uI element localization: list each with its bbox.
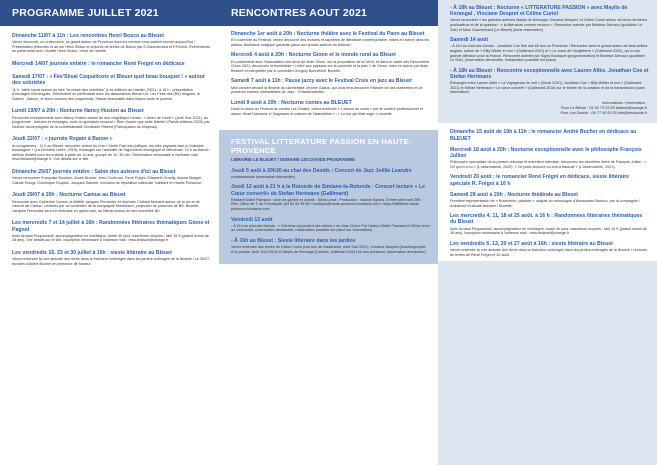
event-title: Jeudi 12 août à 21 h à la Rotonde de Simiane-la-Rotonde : Concert lecture « Le Cœur converti» de Stefan Hertmans (Gallimard): [231, 184, 425, 197]
july-events: [0, 33, 219, 266]
late-august-events: [438, 123, 657, 261]
event-title: Samedi 7 août à 11h : Pause jazzy avec le Festival Cruis en jazz au Bleuet: [231, 78, 412, 85]
event-title: Mercredi 18 août à 20h : Nocturne exceptionnelle avec le philosophe François Jullien: [450, 146, 642, 159]
festival-continued-events: [438, 5, 657, 95]
event-title: Dimanche 11/07 à 11h : Les rencontres Henri Bosco au Bleuet: [12, 33, 164, 39]
event-description: Rencontre avec Catherine Camus, la fidélité Jacques Ferrandez et l'écrivain Chibaut Mohand autour de la vie et de l'œuvre de Camus. Lectures par un comédien de la compagnie Maubisson, projection de planches de BD. Buvette. Jacques Ferrandez sera en dédicace en après-midi, au Bleuet autour de ses nouvelles BD.: [12, 199, 200, 213]
event-description: Venez rencontrer « les grandes autrices Maylis de Kerangal, Vinciane Despret, et Céline Curiol autour de leurs dernières publications et de la question : « la littérature comme recours ». Rencontre animée par Béatrice Delvaux (quotidien Le Soir) et Marc Gauchenand (Le Bleuet) (sans réservation): [450, 18, 647, 32]
event-description: Venez rencontrer Françoise Bourdon, André Bucher, Jean Contrucci, René Frégni, Élisabeth Groelly, Alyssa Morgan, Claude Hougs, Dominique Roques, Jacques Salomé, écrivains de réputation nationale, habitant en Haute-Provence.: [12, 176, 203, 185]
contact-label: Informations / réservation :: [602, 100, 647, 105]
festival-box: [219, 130, 438, 264]
event-title: Dimanche 1er août à 20h : Nocturne théâtre avec le Festival du Paon au Bleuet: [231, 31, 425, 37]
event-title: Les vendredis 16, 23 et 30 juillet à 16h : sieste littéraire au Bleuet: [12, 249, 172, 256]
july-column: [0, 0, 219, 465]
event-description: Avec Arnaud Poupsonnet, accompagnateur en montagne; durée 4h pour marcheurs moyens ; tarif 15 € (gratuit moins de 18 ans). Voir détails sur le site. Inscription nécessaire à l'adresse mail : resa.leblauet@orange.fr: [12, 233, 209, 243]
august-header: RENCONTRES AOUT 2021: [219, 0, 438, 26]
contact-davids: Pour Les Davids : 06 77 50 59 50 info@lesdavids.fr: [560, 110, 647, 115]
event-description: Récitant Didier Flamand ; viole de gambe et chants : Silvia Lenzi ; Production : Nadine Eghels. Entrée plein tarif 25€ ; Rés. Office de T. de Forcalquier (04 84 54 95 50 / boutique@haute-provence-tourisme.com / https://billetterie.haute-provence-tourisme.com: [231, 197, 423, 211]
event-description: En partenariat avec l'Association des amis de Jean Giono, sur la proposition de la DIXA, et dans le cadre des Rencontres Giono 2021, découvrez la formidable « Lettre aux paysans sur la pauvreté et la paix » de Giono, mise en scène par Alain Bessert et interprétée par le comédien Grégory Bonnefont. Buvette.: [231, 59, 430, 73]
event-title: Samedi 17/07 : « Fée'Stival Coquelicots et Bleuet quel beau bouquet ! » autour des sobriétés: [12, 74, 205, 87]
festival-title: FESTIVAL LITTERATURE PASSION EN HAUTE-PROVENCE: [231, 137, 412, 155]
event-description: Venez découvrir, ou redécouvrir, ce grand auteur de Provence dont les romans nous parlent encore aujourd'hui ! Présentation d'œuvres et de sur Henri Bosco et lectures de textes de Bosco par S.Gauchenand et P.Frichet. Événements en partenariat avec l'Amitié Henri Bosco. Verre de l'amitié.: [12, 40, 210, 54]
event-title: Mercredi 14/07 journée entière : le romancier René Frégni en dédicace: [12, 60, 185, 67]
august-events: [219, 31, 438, 116]
event-title: - À 18h au Bleuet : Nocturne « LITTERATURE PASSION » avec Maylis de Kerangal , Vinciane Despret et Céline Curiol: [450, 5, 628, 18]
event-description: Avec Arnaud Poupsonnet, accompagnateur en montagne; durée 4h pour marcheurs moyens ; tarif 12 € (gratuit moins de 18 ans). Inscription nécessaire à l'adresse mail : resa.leblauet@orange.fr: [450, 226, 647, 236]
contact-bleuet: Pour Le Bleuet : 04 92 73 25 85 lablaue@orange.fr: [561, 105, 647, 110]
event-title: - À 16h au Bleuet : Sieste littéraire dans les jardins: [231, 237, 356, 244]
event-description: Mini concert devant la librairie du clarinettiste Jérôme Gatius, qui vous fera découvrir l'histoire de des clarinettes et de plusieurs maîtres clarinettistes de Jazz... Enfants/adultes.: [231, 85, 423, 95]
event-title: Dimanche 15 août de 10h à 11h : le romancier André Bucher en dédicace au BLEUET: [450, 129, 637, 142]
event-title: Samedi 14 août: [450, 37, 489, 44]
event-title: Mercredi 4 août à 20h : Nocturne Giono et le monde rural au Bleuet: [231, 52, 396, 59]
event-description: Venez entendre la voix amicale des livres dans la fraîcheur ombragée dans les jardins ombragés de la librairie ! Le 30/07, lectures d'André Bucher en présence de l'auteur.: [12, 257, 211, 266]
event-title: Jeudi 29/07 à 20h : Nocturne Camus au Bleuet: [12, 192, 126, 199]
event-description: Au programme : 11 h au Bleuet, rencontre autour du livre « Notre Pain est politique, les blés paysans face à l'industrie boulangère » (La Dernière Lettre, 2019), échanges sur l'actualité de l'agriculture écologique et délicieuse. 14 h au Bleuet : ateliers théâtre pour les enfants à partir de 10 ans, groupe de 10, 30 min. Réservation nécessaire à l'adresse mail : resa.leblauet@orange.fr. Voir détails sur le site.: [12, 143, 211, 162]
event-description: Venez entendre des textes de Céline Curiol (Les fois de l'ascension, Acte Sud 2021), Vinciane Despret (Autobiographie d'un poulpe, Acte Sud 2021) et Maylis de Kerangal (Canoës, Gallimard 2021) en leur présence (réservation demandée).: [231, 245, 427, 254]
event-description: Philosophe spécialiste de la pensée chinoise et entretient orientale, découvrez les dernières livres de François Jullien : « Ce qu'on a vu » (L'observatoire, 2020), « Ce point obscure où tout a basculé » (L'observatoire, 2021).: [450, 160, 647, 169]
event-title: Vendredi 20 août : le romancier René Frégni en dédicace, sieste littéraire spéciale R. Frégni à 16 h: [450, 174, 630, 187]
event-description: - À 11h au chai des Davids : Jonathan Coe fête ses 60 ans en Provence ! Rencontre avec le grand auteur de best-sellers anglais, auteur de « Billy Wilder et moi » (Gallimard 2021) et « Le cœur de l'Angleterre » (Gallimard 2020), qui a une grande affection pour la France. Rencontre animée par Sigrid Bousquet (programmation) et Béatrice Delvaux (quotidien Le Soir). (réservation demandée, restauration possible sur place): [450, 44, 648, 63]
event-title: Lundi 19/07 à 20h : Nocturne Nancy Huston au Bleuet: [12, 108, 144, 115]
festival-subtitle: LIBRAIRIE LE BLEUET / DOMAINE LES DAVIDS PROGRAMME: [231, 157, 355, 163]
contact-block: [438, 101, 657, 115]
event-description: Première représentation de « Novecento, pianiste », adapté du monologue d'Alessandro Baricco, par la compagnie ! Ambiance musicale assurée ! Buvette.: [450, 198, 640, 208]
event-title: Samedi 28 août à 20h : Nocturne théâtrale au Bleuet: [450, 191, 578, 198]
event-description: Échanges entre Lauren Allès « La Voyageuse de nuit » (Stock 2020), Jonathan Coe « Billy Wilder et moi » (Gallimard 2021) et Stefan Hertmans « Le cœur converti » (Gallimard 2018) sur le thème de la création et de la transmission (sans réservation): [450, 81, 645, 95]
event-title: Les mercredis 4, 11, 18 et 25 août, à 16 h : Randonnées littéraires thématiques du Bleuet: [450, 213, 643, 226]
july-header: PROGRAMME JUILLET 2021: [0, 0, 219, 26]
august-column: [219, 0, 438, 465]
event-description: Venez entendre la voix amicale des livres dans la fraîcheur ombragée dans les jardins ombragés de la librairie ! Lectures de textes de René Frégni le 20 août.: [450, 247, 647, 257]
event-description: contrebassiste (réservation demandée): [231, 174, 295, 179]
event-title: Les vendredis 6, 13, 20 et 27 août à 16h : sieste littéraire au Bleuet: [450, 240, 613, 247]
festival-events: [231, 168, 430, 255]
event-title: Les mercredis 7 et 14 juillet à 16h : Randonnées littéraires thématiques Giono et Pagnol: [12, 220, 210, 233]
event-title: Jeudi 5 août à 20h30 au chai des Davids : Concert de Jazz Joëlle Leandre: [231, 167, 412, 174]
event-title: Vendredi 13 août: [231, 216, 273, 223]
festival-continued-column: [438, 0, 657, 465]
event-description: 11 h : table ronde autour du livre "la chose des sobriétés" (Les éditions de l'atelier, 2021) ; à 15 h : présentation d'ouvrages d'écologues. Événement en partenariat avec les associations Bleuet Lie, Les Fées des (Ré) drogues, le Gabion - Manon, et Nous voulons des coquelicots. Stands associatifs dans Banon toute la journée.: [12, 87, 200, 101]
event-description: - À 11h au chai des Davids : « Chemins qui parlent des arbres » de Jean Giono Par l'acteur Didier Flamand et Silvia Lenzi au violoncelle. (réservation demandée, restauration possible sur place sur réservation): [231, 223, 430, 233]
event-description: En ouverture du Festival, venez découvrir des lectures et saynètes de littérature contemporaine, mises en scène dans les jardins. Ambiance magique garantie grâce aux jeunes acteurs du festival !: [231, 38, 430, 47]
event-title: Jeudi 22/07 : « journée Regain à Banon »: [12, 136, 113, 143]
event-title: - À 18h au Bleuet : Rencontre exceptionnelle avec Lauren Allès, Jonathan Coe et Stefan Hertmans: [450, 67, 649, 80]
event-title: Dimanche 25/07 journée entière : Salon des auteurs d'ici au Bleuet: [12, 168, 176, 175]
event-title: Lundi 9 août à 20h : Nocturne contes au BLEUET: [231, 99, 352, 106]
event-description: Rencontre exceptionnelle avec Nancy Huston autour de son magnifique roman : « Arbre de l'oubli » (Acte Sud 2021). Au programme ; lectures et échanges, suivi du spectacle musical « Rien d'autre que cette félicité» (Parole éditions 2020) par l'autrice accompagnée de la contrebassiste Christiane Riberet (Participation au chapeau).: [12, 115, 210, 129]
event-description: Dans le cadre du Festival de contes Les Oralies, venez entendre « L'amour du conte » par le conteur professionnel et auteur Jihad Darwiche (« Sagesses et malices de Nasreddine » ; « Le fou qui était sage ») buvette.: [231, 106, 423, 116]
